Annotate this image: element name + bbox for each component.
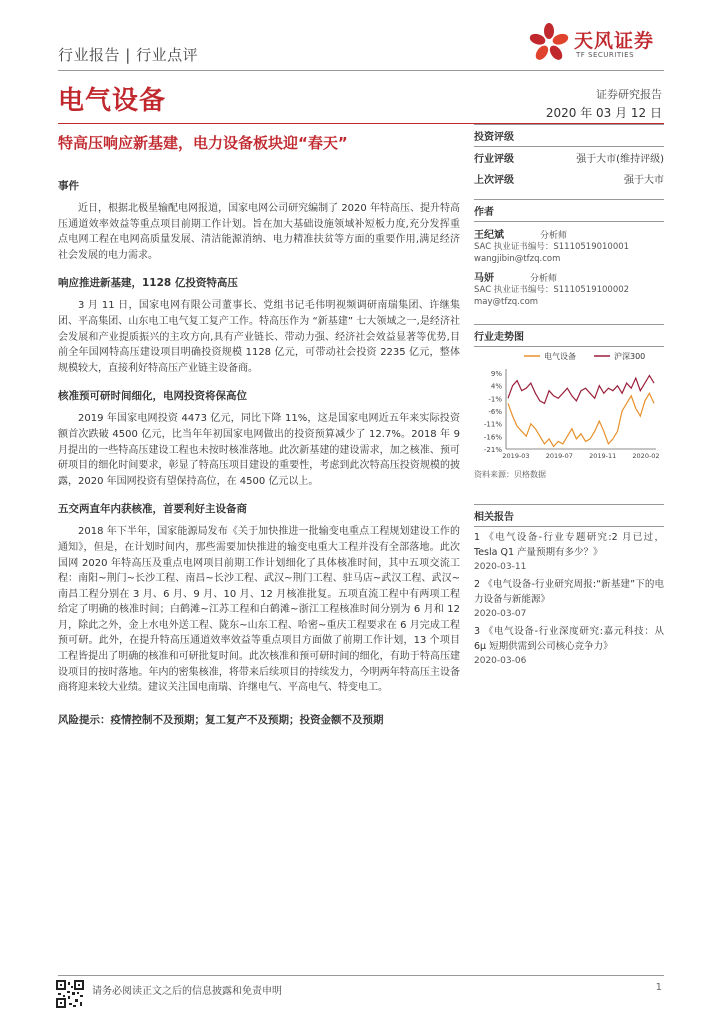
logo-name-cn: 天风证券 [574,30,655,52]
author-block [474,269,664,308]
headline: 特高压响应新基建，电力设备板块迎“春天” [58,134,348,152]
author-name: 马妍 分析师 [474,273,558,284]
related-report[interactable] [474,577,664,621]
page-number: 1 [655,982,662,993]
rating-row [474,147,664,168]
section-paragraph: 2019 年国家电网投资 4473 亿元，同比下降 11%，这是国家电网近五年来实际投资额首次跌破 4500 亿元，比当年年初国家电网做出的投资预算减少了 12.7%。2018 年 9 月提出的一些特高压建设工程也未按时核准落地。此次新基建的建设需求，加之核准、预可研项目的细化时间要求，彰显了特高压项目建设的重要性，考虑到此次特高压投资规模的披露，2020 年国网投资有望保持高位，在 4500 亿元以上。 [58,413,460,487]
sidebar-divider [474,221,664,222]
section-title: 响应推进新基建，1128 亿投资特高压 [58,277,238,290]
rating-value: 强于大市(维持评级) [576,154,664,165]
related-report-date: 2020-03-11 [474,562,527,572]
author-role: 分析师 [530,274,558,284]
y-tick-label: -21% [483,446,502,454]
related-report-date: 2020-03-06 [474,656,527,666]
sidebar-divider [474,526,664,527]
y-tick-label: -16% [483,433,502,442]
section-title: 事件 [58,180,79,192]
y-tick-label: -6% [488,408,502,416]
author-sac: SAC 执业证书编号：S1110519100002 [474,285,630,295]
sidebar [474,124,664,668]
tf-securities-logo [528,18,668,70]
related-report-title[interactable]: 2 《电气设备-行业研究周报:“新基建”下的电力设备与新能源》 [474,579,664,605]
section-paragraph: 3 月 11 日，国家电网有限公司董事长、党组书记毛伟明视频调研南瑞集团、许继集团、平高集团、山东电工电气复工复产工作。特高压作为 “新基建” 七大领域之一,是经济社会发展和产业提质振兴的主攻方向,具有产业链长、带动力强、经济社会效益显著等优势,目前全年国网特高压建设项目明确投资规模 1128 亿元，可带动社会投资 2235 亿元，整体规模较大，直接利好特高压产业链主设备商。 [58,300,460,374]
rating-title: 投资评级 [474,132,514,143]
risk-warning: 风险提示：疫情控制不及预期；复工复产不及预期；投资金额不及预期 [58,713,384,726]
related-report-title[interactable]: 3 《电气设备-行业深度研究:嘉元科技：从 6μ 短期供需到公司核心竞争力》 [474,626,664,652]
series-line-1 [508,393,654,446]
section-title: 五交两直年内获核准，首要利好主设备商 [58,503,247,516]
author-email[interactable]: may@tfzq.com [474,297,539,307]
y-tick-label: -1% [488,395,502,404]
related-report-title[interactable]: 1 《电气设备-行业专题研究:2 月已过，Tesla Q1 产量预期有多少？》 [474,532,664,558]
section-title: 核准预可研时间细化，电网投资将保高位 [58,390,247,403]
related-report[interactable] [474,624,664,668]
logo-mark-icon [528,22,570,64]
author-block [474,226,664,265]
report-category: 行业报告 | 行业点评 [58,46,199,64]
y-tick-label: 9% [490,370,502,378]
logo-name-en: TF SECURITIES [576,51,635,59]
x-tick-label: 2019-07 [545,452,573,460]
rating-label: 行业评级 [474,154,514,165]
y-tick-label: 4% [490,382,502,391]
main-content [58,178,460,727]
rating-value: 强于大市 [624,175,664,186]
legend-label: 电气设备 [544,352,576,361]
x-tick-label: 2019-11 [589,452,617,460]
section-paragraph: 近日，根据北极星输配电网报道，国家电网公司研究编制了 2020 年特高压、提升特高压通道效率效益等重点项目前期工作计划。旨在加大基础设施领域补短板力度,充分发挥重点电网工程在电网高质量发展、清洁能源消纳、电力精准扶贫等方面的重要作用,满足经济社会发展的电力需求。 [58,203,460,261]
x-tick-label: 2020-02 [632,452,660,460]
trend-title: 行业走势图 [474,332,524,343]
author-role: 分析师 [540,231,568,241]
authors-title: 作者 [474,207,494,218]
author-sac: SAC 执业证书编号：S1110519010001 [474,242,630,252]
chart-source: 资料来源：贝格数据 [474,470,546,479]
legend-label: 沪深300 [614,352,646,361]
related-title: 相关报告 [474,512,514,523]
section-approvals [58,501,460,696]
rating-label: 上次评级 [474,175,514,186]
author-name: 王纪斌 分析师 [474,230,568,241]
qr-code-icon [56,980,84,1008]
trend-chart [474,347,664,467]
header-divider [58,70,664,71]
related-report-date: 2020-03-07 [474,609,527,619]
sector-title: 电气设备 [58,86,167,116]
footer-divider [58,975,664,976]
y-tick-label: -11% [483,420,502,429]
x-tick-label: 2019-03 [502,452,530,460]
related-report[interactable] [474,530,664,574]
author-email[interactable]: wangjibin@tfzq.com [474,254,561,264]
section-event [58,178,460,263]
report-date: 2020 年 03 月 12 日 [545,106,662,120]
section-paragraph: 2018 年下半年，国家能源局发布《关于加快推进一批输变电重点工程规划建设工作的通知》，但是，在计划时间内，那些需要加快推进的输变电重大工程并没有全部落地。此次国网 2020 年特高压及重点电网项目前期工作计划细化了具体核准时间，其中五项交流工程：南阳~荆门~长沙工程、南昌~长沙工程、武汉~荆门工程、驻马店~武汉工程、武汉~南昌工程分别在 3 月、6 月、9 月、10 月、12 月核准批复。五项直流工程中有两项工程给定了明确的核准时间；白鹤滩~江苏工程和白鹤滩~浙江工程核准时间分别为 6 月和 12 月，除此之外，金上水电外送工程、陇东~山东工程、哈密~重庆工程要求在 6 月完成工程预可研。此外，在提升特高压通道效率效益等重点项目方面做了前期工作计划，13 个项目工程皆提出了明确的核准和可研批复时间。此次核准和预可研时间的细化，有助于特高压建设项目的按时落地。年内的密集核准，将带来后续项目的持续发力，今明两年特高压主设备商将迎来较大业绩。建议关注国电南瑞、许继电气、平高电气、特变电工。 [58,526,460,694]
rating-row [474,168,664,189]
trend-chart-svg [474,347,664,467]
disclaimer-note: 请务必阅读正文之后的信息披露和免责申明 [92,986,282,997]
section-grid-investment [58,388,460,489]
report-type: 证券研究报告 [596,88,662,101]
section-new-infrastructure [58,275,460,376]
